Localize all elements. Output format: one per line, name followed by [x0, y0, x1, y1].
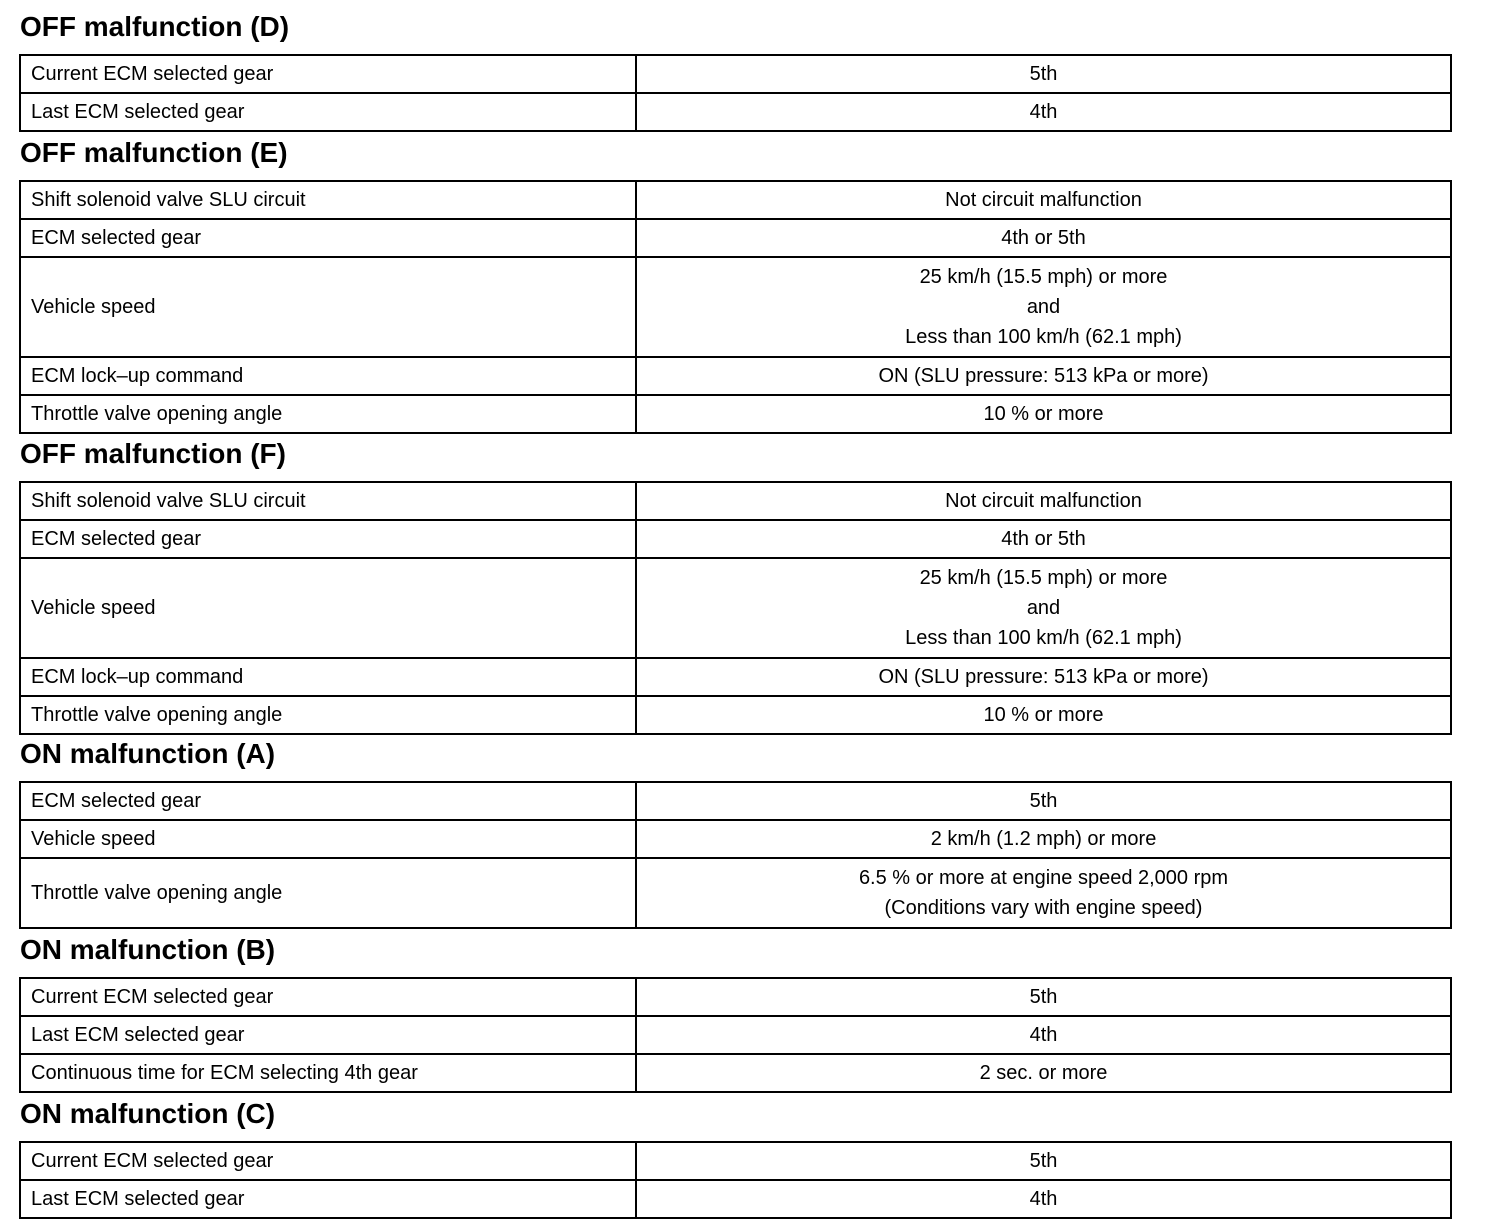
- condition-value: [636, 395, 1451, 433]
- condition-label: ECM selected gear: [20, 520, 636, 558]
- table-row: [20, 558, 1451, 658]
- condition-value: [636, 357, 1451, 395]
- condition-value: [636, 978, 1451, 1016]
- condition-value-line: Not circuit malfunction: [945, 189, 1142, 211]
- table-row: [20, 858, 1451, 928]
- condition-label: Vehicle speed: [20, 558, 636, 658]
- table-row: [20, 1142, 1451, 1180]
- condition-value-line: 6.5 % or more at engine speed 2,000 rpm: [858, 867, 1229, 889]
- condition-table: [19, 781, 1452, 929]
- condition-label: Current ECM selected gear: [20, 55, 636, 93]
- section-heading: OFF malfunction (D): [20, 11, 290, 42]
- condition-value: [636, 558, 1451, 658]
- condition-value-line: 5th: [1029, 790, 1058, 812]
- section-heading: ON malfunction (B): [20, 934, 276, 965]
- condition-value: [636, 1016, 1451, 1054]
- table-row: [20, 55, 1451, 93]
- condition-value-line: and: [1026, 296, 1061, 318]
- condition-value-line: 5th: [1029, 1150, 1058, 1172]
- condition-value: [636, 181, 1451, 219]
- table-row: [20, 219, 1451, 257]
- condition-table: [19, 1141, 1452, 1219]
- condition-value-line: 10 % or more: [983, 403, 1104, 425]
- condition-label: Last ECM selected gear: [20, 1180, 636, 1218]
- condition-value: [636, 696, 1451, 734]
- condition-value: [636, 1180, 1451, 1218]
- table-row: [20, 658, 1451, 696]
- table-row: [20, 357, 1451, 395]
- condition-label: Throttle valve opening angle: [20, 395, 636, 433]
- table-row: [20, 696, 1451, 734]
- table-row: [20, 1016, 1451, 1054]
- table-row: [20, 257, 1451, 357]
- condition-value: [636, 219, 1451, 257]
- section-heading: OFF malfunction (F): [20, 438, 286, 469]
- condition-label: Continuous time for ECM selecting 4th gear: [20, 1054, 636, 1092]
- condition-value-line: ON (SLU pressure: 513 kPa or more): [878, 666, 1209, 688]
- table-row: [20, 520, 1451, 558]
- table-row: [20, 1180, 1451, 1218]
- table-row: [20, 181, 1451, 219]
- condition-table: [19, 481, 1452, 735]
- table-row: [20, 978, 1451, 1016]
- condition-value-line: 25 km/h (15.5 mph) or more: [919, 266, 1168, 288]
- condition-label: Last ECM selected gear: [20, 93, 636, 131]
- condition-label: Throttle valve opening angle: [20, 696, 636, 734]
- table-row: [20, 395, 1451, 433]
- condition-table: [19, 54, 1452, 132]
- condition-value: [636, 820, 1451, 858]
- condition-value-line: (Conditions vary with engine speed): [884, 897, 1203, 919]
- condition-label: ECM selected gear: [20, 782, 636, 820]
- condition-table: [19, 180, 1452, 434]
- table-row: [20, 820, 1451, 858]
- table-row: [20, 1054, 1451, 1092]
- condition-label: Vehicle speed: [20, 257, 636, 357]
- condition-label: Vehicle speed: [20, 820, 636, 858]
- condition-value: [636, 658, 1451, 696]
- condition-label: ECM lock–up command: [20, 658, 636, 696]
- section-heading: ON malfunction (A): [20, 738, 276, 769]
- condition-value-line: and: [1026, 597, 1061, 619]
- condition-value-line: ON (SLU pressure: 513 kPa or more): [878, 365, 1209, 387]
- condition-value: [636, 1142, 1451, 1180]
- condition-value-line: 4th: [1029, 1024, 1058, 1046]
- condition-value-line: 4th: [1029, 101, 1058, 123]
- condition-table: [19, 977, 1452, 1093]
- condition-label: Last ECM selected gear: [20, 1016, 636, 1054]
- condition-label: Shift solenoid valve SLU circuit: [20, 482, 636, 520]
- condition-value-line: Less than 100 km/h (62.1 mph): [905, 627, 1182, 649]
- condition-label: Throttle valve opening angle: [20, 858, 636, 928]
- table-row: [20, 93, 1451, 131]
- condition-value-line: 4th or 5th: [1001, 227, 1086, 249]
- condition-value-line: 5th: [1029, 63, 1058, 85]
- section-heading: OFF malfunction (E): [20, 137, 288, 168]
- table-row: [20, 482, 1451, 520]
- condition-label: ECM selected gear: [20, 219, 636, 257]
- condition-value-line: 2 km/h (1.2 mph) or more: [930, 828, 1157, 850]
- condition-label: ECM lock–up command: [20, 357, 636, 395]
- condition-value: [636, 55, 1451, 93]
- condition-value: [636, 1054, 1451, 1092]
- section-heading: ON malfunction (C): [20, 1098, 276, 1129]
- condition-value: [636, 782, 1451, 820]
- condition-label: Current ECM selected gear: [20, 978, 636, 1016]
- condition-value-line: 25 km/h (15.5 mph) or more: [919, 567, 1168, 589]
- condition-value-line: 5th: [1029, 986, 1058, 1008]
- condition-value-line: 2 sec. or more: [979, 1062, 1108, 1084]
- condition-label: Shift solenoid valve SLU circuit: [20, 181, 636, 219]
- condition-value: [636, 93, 1451, 131]
- condition-value-line: 4th or 5th: [1001, 528, 1086, 550]
- condition-value: [636, 858, 1451, 928]
- condition-value: [636, 257, 1451, 357]
- condition-value: [636, 482, 1451, 520]
- condition-value: [636, 520, 1451, 558]
- condition-value-line: Not circuit malfunction: [945, 490, 1142, 512]
- condition-value-line: 10 % or more: [983, 704, 1104, 726]
- condition-value-line: 4th: [1029, 1188, 1058, 1210]
- condition-label: Current ECM selected gear: [20, 1142, 636, 1180]
- condition-value-line: Less than 100 km/h (62.1 mph): [905, 326, 1182, 348]
- table-row: [20, 782, 1451, 820]
